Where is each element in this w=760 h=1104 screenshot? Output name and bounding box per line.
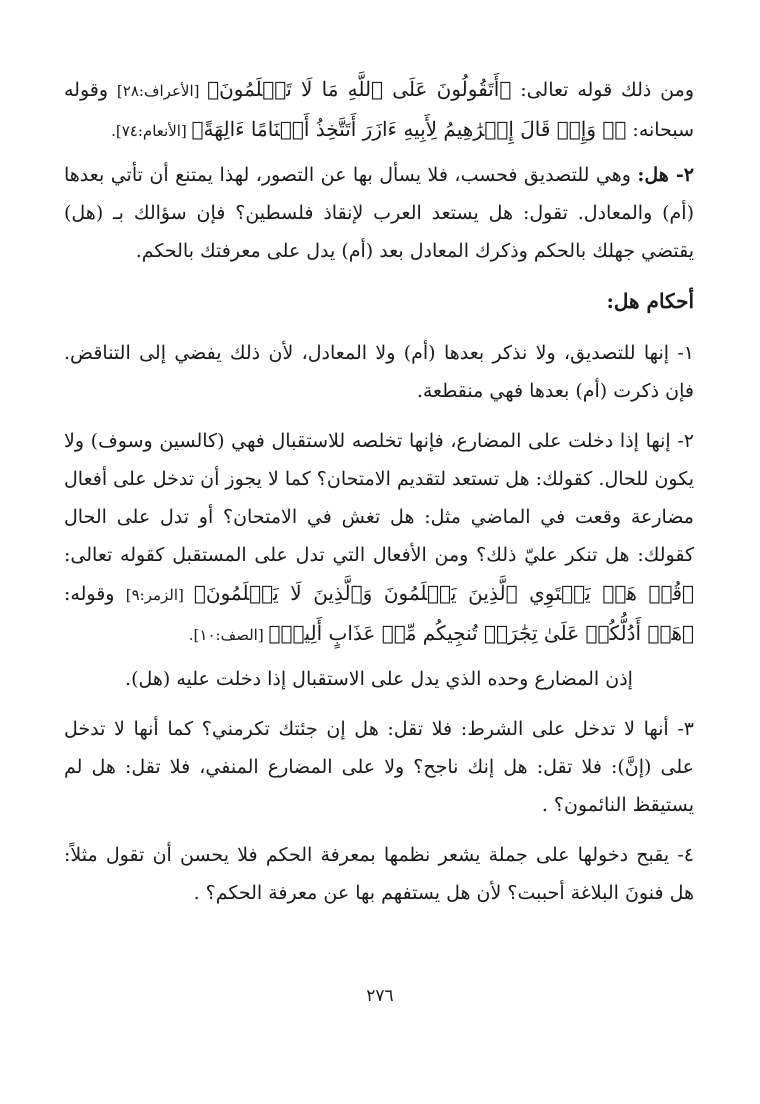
paragraph-hal-definition [64,156,694,270]
page-number: ٢٧٦ [366,986,394,1006]
verse-reference-saff: [الصف:١٠]. [188,626,269,644]
quran-verse-saff: ﴿هَلۡ أَدُلُّكُمۡ عَلَىٰ تِجَٰرَةٖ تُنجِيكُم مِّنۡ عَذَابٍ أَلِيمٖ﴾ [268,621,694,645]
rule-2 [64,422,694,654]
hal-label: ٢- هل: [637,164,694,186]
page-body [64,70,694,924]
rule-2-connector: وقوله: [64,583,126,605]
rule-1: ١- إنها للتصديق، ولا نذكر بعدها (أم) ولا المعادل، لأن ذلك يفضي إلى التناقض. فإن ذكرت (أم) بعدها فهي منقطعة. [64,342,694,402]
verse-reference-araf: [الأعراف:٢٨] [116,82,208,100]
rule-4: ٤- يقبح دخولها على جملة يشعر نظمها بمعرفة الحكم فلا يحسن أن تقول مثلاً: هل فنونَ البلاغة أحببت؟ لأن هل يستفهم بها عن معرفة الحكم؟ . [64,844,694,904]
conclusion-line: إذن المضارع وحده الذي يدل على الاستقبال إذا دخلت عليه (هل). [125,668,633,690]
quran-verse-araf: ﴿أَتَقُولُونَ عَلَى ٱللَّهِ مَا لَا تَعۡلَمُونَ﴾ [207,77,512,101]
rule-3: ٣- أنها لا تدخل على الشرط: فلا تقل: هل إن جئتك تكرمني؟ كما أنها لا تدخل على (إنَّ): فلا تقل: هل إنك ناجح؟ ولا على المضارع المنفي، فلا تقل: هل لم يستيقظ النائمون؟ . [64,718,694,816]
verse-reference-zumar: [الزمر:٩] [125,586,194,604]
quran-verse-anam: ﴿۞ وَإِذۡ قَالَ إِبۡرَٰهِيمُ لِأَبِيهِ ءَازَرَ أَتَتَّخِذُ أَصۡنَامًا ءَالِهَةً﴾ [191,117,627,141]
rule-2-text: ٢- إنها إذا دخلت على المضارع، فإنها تخلصه للاستقبال فهي (كالسين وسوف) ولا يكون للحال. كقولك: هل تستعد لتقديم الامتحان؟ كما لا يجوز أن تدخل على أفعال مضارعة وقعت في الماضي مثل: هل تغش في الامتحان؟ أو تدل على الحال كقولك: هل تنكر عليّ ذلك؟ ومن الأفعال التي تدل على المستقبل كقوله تعالى: [64,430,694,566]
connector-text: وقوله سبحانه: [64,79,694,141]
hal-definition-text: وهي للتصديق فحسب، فلا يسأل بها عن التصور، لهذا يمتنع أن تأتي بعدها (أم) والمعادل. تقول: هل يستعد العرب لإنقاذ فلسطين؟ فإن سؤالك بـ (هل) يقتضي جهلك بالحكم وذكرك المعادل بعد (أم) يدل على معرفتك بالحكم. [64,164,694,262]
paragraph-quran-examples [64,70,694,150]
verse-reference-anam: [الأنعام:٧٤]. [111,122,192,140]
intro-text: ومن ذلك قوله تعالى: [511,79,694,101]
section-heading: أحكام هل: [606,289,694,313]
quran-verse-zumar: ﴿قُلۡ هَلۡ يَسۡتَوِي ٱلَّذِينَ يَعۡلَمُونَ وَٱلَّذِينَ لَا يَعۡلَمُونَ﴾ [193,581,695,605]
